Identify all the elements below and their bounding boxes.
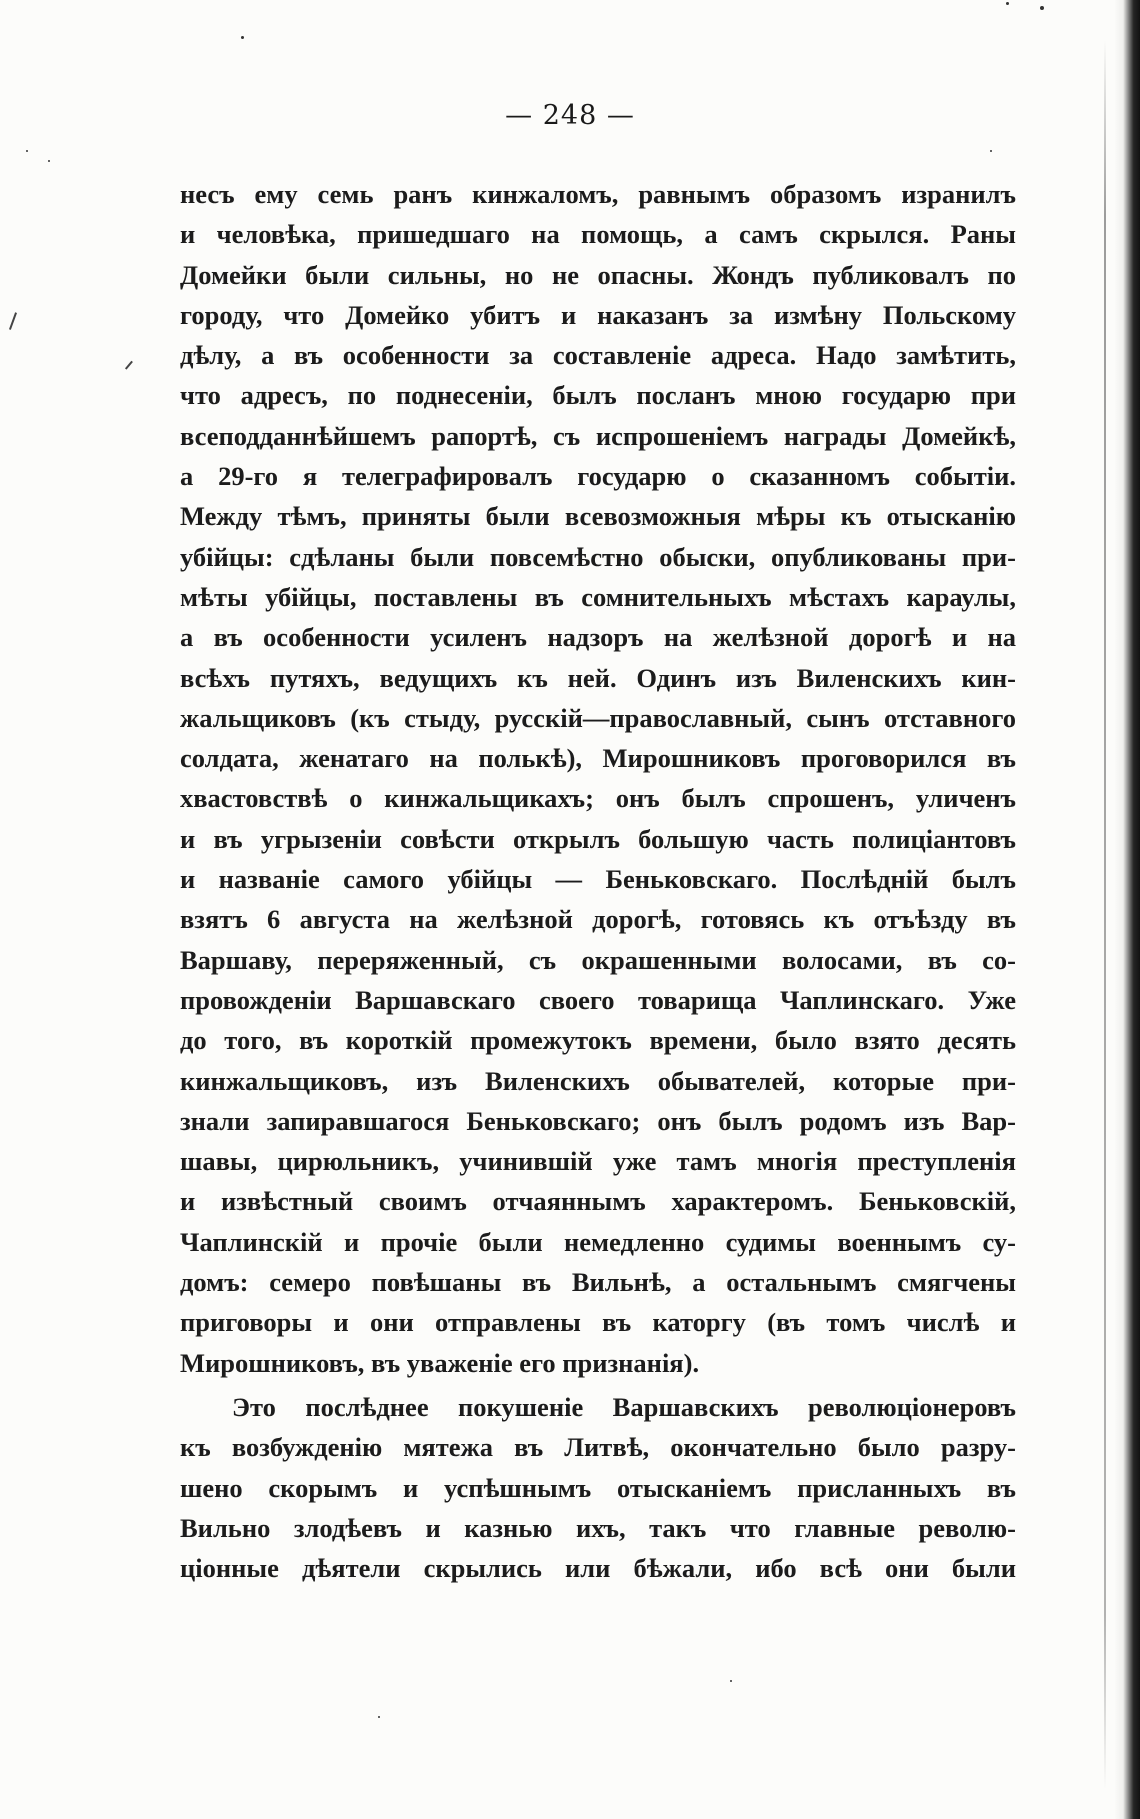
paragraph-1 [180,174,1016,1383]
text-line: шено скорымъ и успѣшнымъ отысканіемъ присланныхъ въ [180,1472,1016,1503]
text-line: убійцы: сдѣланы были повсемѣстно обыски, опубликованы при- [180,541,1016,572]
text-line: несъ ему семь ранъ кинжаломъ, равнымъ образомъ изранилъ [180,179,1016,209]
text-line: всеподданнѣйшемъ рапортѣ, съ испрошеніемъ награды Домейкѣ, [180,420,1016,451]
text-line: дѣлу, а въ особенности за составленіе адреса. Надо замѣтить, [180,340,1016,371]
scan-speck [378,1716,380,1718]
scan-speck [1006,2,1009,5]
text-line: знали запиравшагося Беньковскаго; онъ былъ родомъ изъ Вар- [180,1105,1016,1136]
text-line: что адресъ, по поднесеніи, былъ посланъ мною государю при [180,380,1016,411]
scan-speck [26,150,28,152]
text-line: и въ угрызеніи совѣсти открылъ большую часть полиціантовъ [180,823,1016,854]
paragraph-2 [180,1387,1016,1588]
text-line: домъ: семеро повѣшаны въ Вильнѣ, а остальнымъ смягчены [180,1267,1016,1298]
text-line: взятъ 6 августа на желѣзной дорогѣ, готовясь къ отъѣзду въ [180,904,1016,935]
text-line: приговоры и они отправлены въ каторгу (въ томъ числѣ и [180,1307,1016,1338]
scan-speck [241,36,244,39]
text-line: всѣхъ путяхъ, ведущихъ къ ней. Одинъ изъ Виленскихъ кин- [180,662,1016,693]
page-fold-line [1104,40,1106,1790]
body-text [180,174,1016,1588]
text-line: Варшаву, переряженный, съ окрашенными волосами, въ со- [180,944,1016,975]
text-line: Вильно злодѣевъ и казнью ихъ, такъ что главные револю- [180,1512,1016,1543]
page-number: — 248 — [505,100,635,131]
text-line: къ возбужденію мятежа въ Литвѣ, окончательно было разру- [180,1432,1016,1463]
text-line: провожденіи Варшавскаго своего товарища Чаплинскаго. Уже [180,984,1016,1015]
text-line: Между тѣмъ, приняты были всевозможныя мѣры къ отысканію [180,501,1016,532]
scan-speck [990,150,992,152]
text-line: до того, въ короткій промежутокъ времени, было взято десять [180,1025,1016,1056]
scan-speck [1040,6,1044,10]
text-line: жальщиковъ (къ стыду, русскій—православный, сынъ отставного [180,702,1016,733]
text-line: солдата, женатаго на полькѣ), Мирошниковъ проговорился въ [180,743,1016,774]
text-line: и человѣка, пришедшаго на помощь, а самъ скрылся. Раны [180,219,1016,250]
text-line: а въ особенности усиленъ надзоръ на желѣзной дорогѣ и на [180,622,1016,653]
scan-speck [730,1680,732,1682]
scan-mark [9,312,17,329]
text-line: а 29-го я телеграфировалъ государю о сказанномъ событіи. [180,461,1016,492]
scan-speck [48,160,50,162]
text-line: ціонные дѣятели скрылись или бѣжали, ибо всѣ они были [180,1553,1016,1584]
text-line: городу, что Домейко убитъ и наказанъ за измѣну Польскому [180,299,1016,330]
text-line: хвастовствѣ о кинжальщикахъ; онъ былъ спрошенъ, уличенъ [180,783,1016,814]
text-line: кинжальщиковъ, изъ Виленскихъ обывателей, которые при- [180,1065,1016,1096]
page-edge-shadow [1114,0,1140,1819]
text-line: и извѣстный своимъ отчаяннымъ характеромъ. Беньковскій, [180,1186,1016,1217]
text-line: Чаплинскій и прочіе были немедленно судимы военнымъ су- [180,1226,1016,1257]
text-line: и названіе самого убійцы — Беньковскаго. Послѣдній былъ [180,864,1016,895]
text-line: Домейки были сильны, но не опасны. Жондъ публиковалъ по [180,259,1016,290]
text-line: Мирошниковъ, въ уваженіе его признанія). [180,1347,700,1378]
text-line: Это послѣднее покушеніе Варшавскихъ революціонеровъ [232,1391,1016,1422]
text-line: шавы, цирюльникъ, учинившій уже тамъ многія преступленія [180,1146,1016,1177]
scan-mark [125,361,133,370]
text-line: мѣты убійцы, поставлены въ сомнительныхъ мѣстахъ караулы, [180,581,1016,612]
